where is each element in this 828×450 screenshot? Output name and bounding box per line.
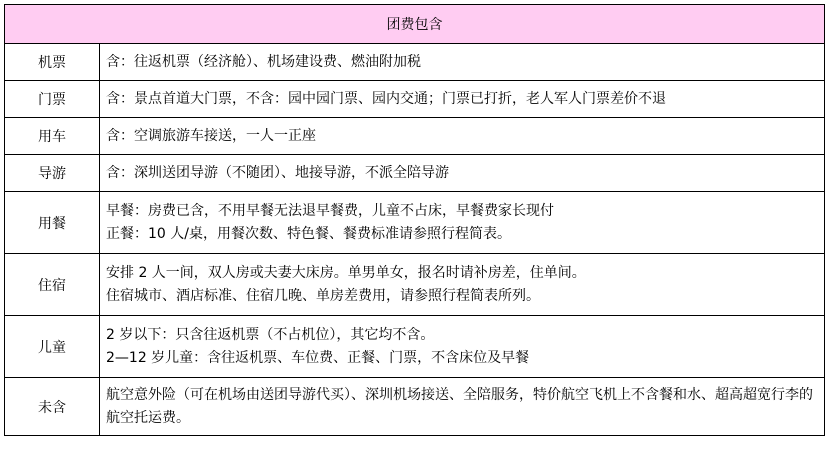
- table-row: [5, 378, 825, 436]
- detail-line: 2 岁以下：只含往返机票（不占机位），其它均不含。: [106, 326, 435, 343]
- row-detail: [100, 192, 825, 254]
- table-row: [5, 44, 825, 81]
- detail-line: 航空意外险（可在机场由送团导游代买）、深圳机场接送、全陪服务，特价航空飞机上不含餐和水、超高超宽行李的航空托运费。: [106, 386, 813, 426]
- row-detail: [100, 44, 825, 81]
- table-row: [5, 118, 825, 155]
- table-row: [5, 81, 825, 118]
- detail-line: 早餐：房费已含，不用早餐无法退早餐费，儿童不占床，早餐费家长现付: [106, 202, 554, 219]
- table-title: 团费包含: [5, 5, 825, 44]
- row-detail: [100, 155, 825, 192]
- table-row: [5, 192, 825, 254]
- row-detail: [100, 378, 825, 436]
- table-row: [5, 316, 825, 378]
- detail-line: 2—12 岁儿童：含往返机票、车位费、正餐、门票，不含床位及早餐: [106, 349, 530, 366]
- row-category: 儿童: [5, 316, 100, 378]
- row-detail: [100, 254, 825, 316]
- row-detail: [100, 316, 825, 378]
- detail-line: 含：往返机票（经济舱）、机场建设费、燃油附加税: [106, 53, 421, 70]
- row-category: 未含: [5, 378, 100, 436]
- row-category: 住宿: [5, 254, 100, 316]
- row-category: 用车: [5, 118, 100, 155]
- detail-line: 含：景点首道大门票，不含：园中园门票、园内交通；门票已打折，老人军人门票差价不退: [106, 90, 666, 107]
- detail-line: 安排 2 人一间，双人房或夫妻大床房。单男单女，报名时请补房差，住单间。: [106, 264, 586, 281]
- row-category: 用餐: [5, 192, 100, 254]
- fee-table: [4, 4, 825, 436]
- row-category: 门票: [5, 81, 100, 118]
- table-header-row: [5, 5, 825, 44]
- row-category: 机票: [5, 44, 100, 81]
- row-category: 导游: [5, 155, 100, 192]
- detail-line: 含：空调旅游车接送，一人一正座: [106, 127, 316, 144]
- detail-line: 含：深圳送团导游（不随团）、地接导游，不派全陪导游: [106, 164, 449, 181]
- row-detail: [100, 81, 825, 118]
- table-row: [5, 155, 825, 192]
- table-row: [5, 254, 825, 316]
- detail-line: 正餐：10 人/桌，用餐次数、特色餐、餐费标准请参照行程简表。: [106, 225, 511, 242]
- detail-line: 住宿城市、酒店标准、住宿几晚、单房差费用，请参照行程简表所列。: [106, 287, 540, 304]
- row-detail: [100, 118, 825, 155]
